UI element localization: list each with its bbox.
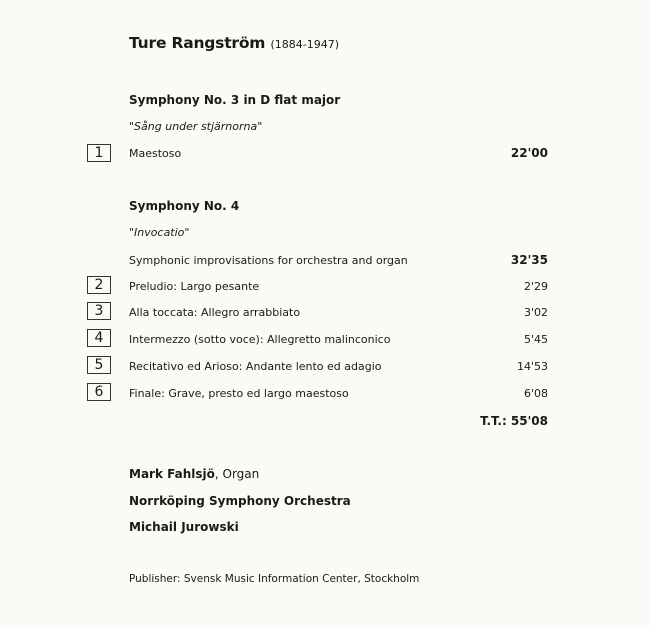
symphony4-title: Symphony No. 4: [129, 199, 240, 213]
track-number-4: 4: [87, 329, 111, 347]
symphony3-title: Symphony No. 3 in D flat major: [129, 93, 341, 107]
composer-heading: [129, 34, 339, 52]
track-number-6: 6: [87, 383, 111, 401]
symphony4-subtitle: "Invocatio": [129, 226, 190, 239]
track-5-time: 14'53: [516, 360, 548, 373]
soloist-line: [129, 467, 259, 481]
soloist-role: , Organ: [214, 467, 260, 481]
track-number-5: 5: [87, 356, 111, 374]
track-number-1: 1: [87, 144, 111, 162]
track-1-time: 22'00: [510, 146, 548, 160]
orchestra-line: [129, 494, 351, 508]
track-6-name: Finale: Grave, presto ed largo maestoso: [129, 387, 349, 400]
track-4-name: Intermezzo (sotto voce): Allegretto malinconico: [129, 333, 391, 346]
track-number-2: 2: [87, 276, 111, 294]
conductor-name: Michail Jurowski: [129, 520, 239, 534]
soloist-name: Mark Fahlsjö: [129, 467, 215, 481]
composer-name: Ture Rangström: [129, 34, 266, 52]
track-4-time: 5'45: [523, 333, 548, 346]
track-2-name: Preludio: Largo pesante: [129, 280, 260, 293]
track-number-3: 3: [87, 302, 111, 320]
track-6-time: 6'08: [523, 387, 548, 400]
track-3-time: 3'02: [523, 306, 548, 319]
total-time: T.T.: 55'08: [480, 414, 548, 428]
conductor-line: [129, 520, 239, 534]
symphony4-description: Symphonic improvisations for orchestra and organ: [129, 254, 408, 267]
track-2-time: 2'29: [523, 280, 548, 293]
composer-years: (1884-1947): [270, 38, 340, 51]
symphony3-subtitle: "Sång under stjärnorna": [129, 120, 263, 133]
publisher-credit: Publisher: Svensk Music Information Center, Stockholm: [129, 573, 420, 585]
track-5-name: Recitativo ed Arioso: Andante lento ed adagio: [129, 360, 382, 373]
orchestra-name: Norrköping Symphony Orchestra: [129, 494, 351, 508]
symphony4-total-time: 32'35: [510, 253, 548, 267]
track-3-name: Alla toccata: Allegro arrabbiato: [129, 306, 301, 319]
track-1-name: Maestoso: [129, 147, 182, 160]
